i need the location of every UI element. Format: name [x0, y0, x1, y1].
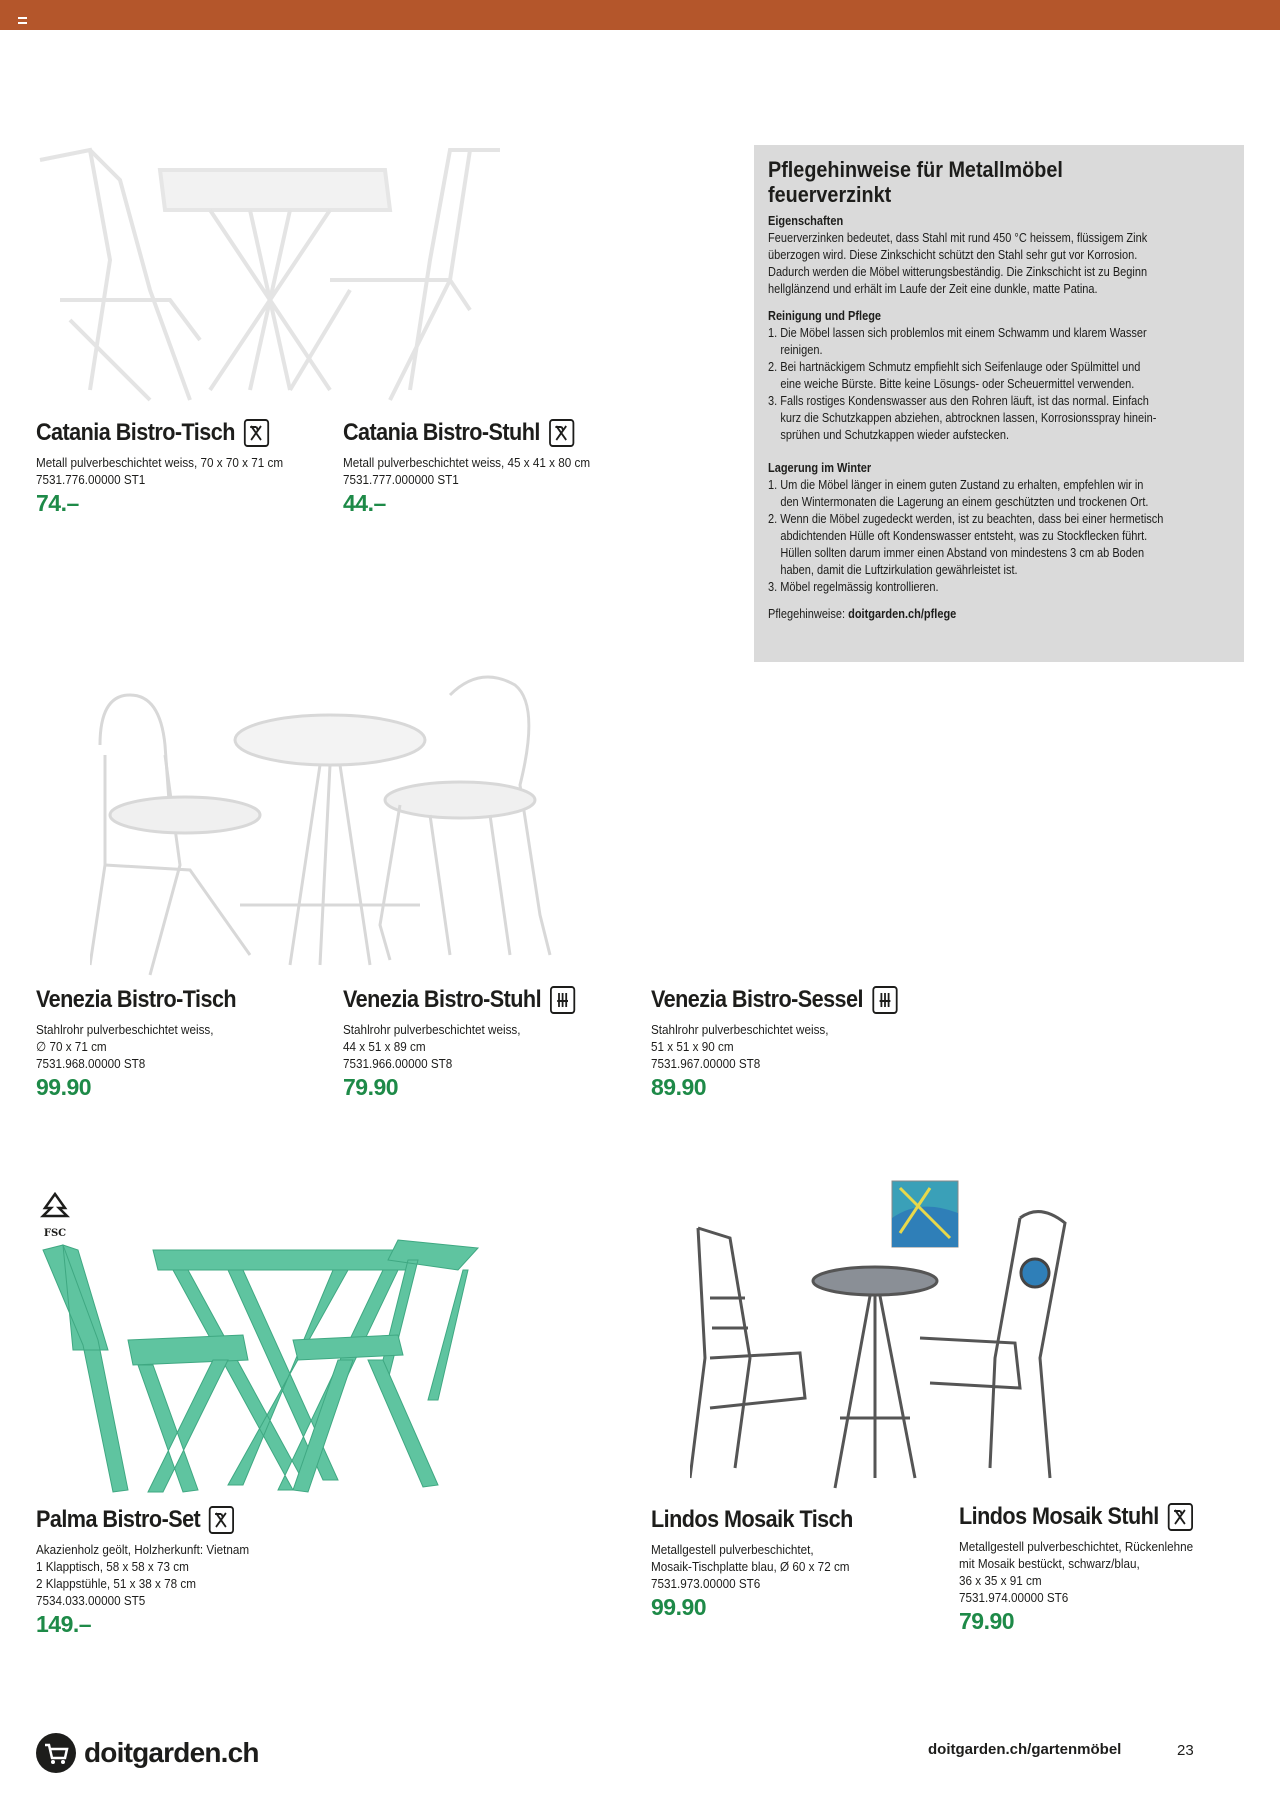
- care-winter: [768, 460, 1175, 596]
- care-title-line: Pflegehinweise für Metallmöbel: [768, 157, 1063, 182]
- product-article-number: 7531.776.00000 ST1: [36, 472, 146, 487]
- product-article-number: 7531.967.00000 ST8: [651, 1056, 761, 1071]
- product-title: Catania Bistro-Tisch: [36, 419, 235, 446]
- care-list-item: 3. Möbel regelmässig kontrollieren.: [768, 580, 939, 594]
- product-lindos-stuhl: [959, 1502, 1249, 1635]
- care-list-item: 1. Um die Möbel länger in einem guten Zustand zu erhalten, empfehlen wir in: [768, 478, 1144, 492]
- care-text-line: Feuerverzinken bedeutet, dass Stahl mit rund 450 °C heissem, flüssigem Zink: [768, 231, 1148, 245]
- page-number: 23: [1177, 1742, 1194, 1759]
- product-desc-line: mit Mosaik bestückt, schwarz/blau,: [959, 1556, 1140, 1571]
- care-link[interactable]: doitgarden.ch/pflege: [848, 607, 957, 621]
- product-price: 74.–: [36, 490, 79, 516]
- foldable-icon: [244, 419, 269, 447]
- product-title: Venezia Bistro-Stuhl: [343, 986, 542, 1013]
- stackable-icon: [872, 986, 897, 1014]
- product-catania-stuhl: [343, 418, 633, 517]
- care-list-item-cont: sprühen und Schutzkappen wieder aufstecken.: [780, 428, 1010, 442]
- care-list-item-cont: eine weiche Bürste. Bitte keine Lösungs- oder Scheuermittel verwenden.: [780, 377, 1135, 391]
- product-desc-line: Akazienholz geölt, Holzherkunft: Vietnam: [36, 1542, 250, 1557]
- palma-photo: [38, 1230, 498, 1500]
- product-desc-line: Stahlrohr pulverbeschichtet weiss,: [343, 1022, 521, 1037]
- care-text-line: hellglänzend und erhält im Laufe der Zeit eine dunkle, matte Patina.: [768, 282, 1098, 296]
- product-price: 44.–: [343, 490, 386, 516]
- product-price: 79.90: [959, 1608, 1015, 1634]
- care-text-line: Dadurch werden die Möbel witterungsbeständig. Die Zinkschicht ist zu Beginn: [768, 265, 1148, 279]
- care-text-line: überzogen wird. Diese Zinkschicht schützt den Stahl sehr gut vor Korrosion.: [768, 248, 1138, 262]
- product-title: Lindos Mosaik Stuhl: [959, 1503, 1159, 1530]
- care-link-line: [768, 606, 1175, 623]
- product-venezia-tisch: [36, 985, 326, 1101]
- care-list-item-cont: Hüllen sollten darum immer einen Abstand von mindestens 3 cm ab Boden: [780, 546, 1145, 560]
- product-desc-line: Metall pulverbeschichtet weiss, 45 x 41 x 80 cm: [343, 455, 591, 470]
- foldable-icon: [549, 419, 574, 447]
- product-desc-line: Stahlrohr pulverbeschichtet weiss,: [651, 1022, 829, 1037]
- product-price: 99.90: [36, 1074, 92, 1100]
- product-desc-line: Stahlrohr pulverbeschichtet weiss,: [36, 1022, 214, 1037]
- care-section-heading: Eigenschaften: [768, 214, 844, 228]
- top-bar: [0, 0, 1280, 30]
- product-catania-tisch: [36, 418, 326, 517]
- product-price: 149.–: [36, 1611, 92, 1637]
- lindos-photo: [690, 1178, 1070, 1498]
- product-article-number: 7531.966.00000 ST8: [343, 1056, 453, 1071]
- product-title: Venezia Bistro-Sessel: [651, 986, 863, 1013]
- product-lindos-tisch: [651, 1505, 941, 1621]
- product-title: Palma Bistro-Set: [36, 1506, 201, 1533]
- product-price: 89.90: [651, 1074, 707, 1100]
- product-desc-line: 36 x 35 x 91 cm: [959, 1573, 1042, 1588]
- cart-icon: [36, 1733, 76, 1773]
- product-venezia-sessel: [651, 985, 941, 1101]
- product-article-number: 7534.033.00000 ST5: [36, 1593, 146, 1608]
- product-article-number: 7531.968.00000 ST8: [36, 1056, 146, 1071]
- care-list-item-cont: reinigen.: [780, 343, 823, 357]
- care-title-line: feuerverzinkt: [768, 182, 892, 207]
- product-title: Lindos Mosaik Tisch: [651, 1506, 853, 1533]
- care-section-heading: Reinigung und Pflege: [768, 309, 882, 323]
- care-link-label: Pflegehinweise:: [768, 607, 846, 621]
- care-title: [768, 157, 1184, 207]
- product-palma-set: [36, 1505, 326, 1638]
- foldable-icon: [209, 1506, 234, 1534]
- product-article-number: 7531.973.00000 ST6: [651, 1576, 761, 1591]
- footer-brand[interactable]: [36, 1733, 259, 1773]
- product-desc-line: Metallgestell pulverbeschichtet, Rückenlehne: [959, 1539, 1194, 1554]
- footer-url[interactable]: doitgarden.ch/gartenmöbel: [928, 1741, 1122, 1758]
- care-list-item: 2. Wenn die Möbel zugedeckt werden, ist zu beachten, dass bei einer hermetisch: [768, 512, 1164, 526]
- brand-name: doitgarden.ch: [84, 1737, 259, 1768]
- product-desc-line: 2 Klappstühle, 51 x 38 x 78 cm: [36, 1576, 197, 1591]
- care-list-item: 1. Die Möbel lassen sich problemlos mit einem Schwamm und klarem Wasser: [768, 326, 1147, 340]
- care-section-heading: Lagerung im Winter: [768, 461, 872, 475]
- catania-photo: [30, 140, 510, 410]
- care-list-item-cont: kurz die Schutzkappen abziehen, abtrocknen lassen, Korrosionsspray hinein-: [780, 411, 1157, 425]
- fsc-label: FSC: [43, 1228, 67, 1239]
- care-list-item-cont: abdichtenden Hülle oft Kondenswasser entsteht, was zu Stockflecken führt.: [780, 529, 1148, 543]
- product-desc-line: 51 x 51 x 90 cm: [651, 1039, 734, 1054]
- product-title: Catania Bistro-Stuhl: [343, 419, 540, 446]
- product-article-number: 7531.974.00000 ST6: [959, 1590, 1069, 1605]
- care-properties: [768, 213, 1175, 298]
- care-cleaning: [768, 308, 1175, 444]
- product-price: 99.90: [651, 1594, 707, 1620]
- care-list-item: 2. Bei hartnäckigem Schmutz empfiehlt sich Seifenlauge oder Spülmittel und: [768, 360, 1141, 374]
- product-venezia-stuhl: [343, 985, 633, 1101]
- venezia-photo: [90, 665, 560, 985]
- care-list-item-cont: den Wintermonaten die Lagerung an einem geschützten und trockenen Ort.: [780, 495, 1149, 509]
- menu-icon[interactable]: [18, 17, 27, 24]
- product-desc-line: 1 Klapptisch, 58 x 58 x 73 cm: [36, 1559, 189, 1574]
- product-desc-line: Metallgestell pulverbeschichtet,: [651, 1542, 814, 1557]
- foldable-icon: [1168, 1503, 1193, 1531]
- stackable-icon: [550, 986, 575, 1014]
- care-instructions-box: [754, 145, 1244, 662]
- product-desc-line: Metall pulverbeschichtet weiss, 70 x 70 x 71 cm: [36, 455, 284, 470]
- product-article-number: 7531.777.000000 ST1: [343, 472, 459, 487]
- product-desc-line: ∅ 70 x 71 cm: [36, 1039, 107, 1054]
- product-price: 79.90: [343, 1074, 399, 1100]
- product-title: Venezia Bistro-Tisch: [36, 986, 237, 1013]
- care-list-item: 3. Falls rostiges Kondenswasser aus den Rohren läuft, ist das normal. Einfach: [768, 394, 1149, 408]
- product-desc-line: 44 x 51 x 89 cm: [343, 1039, 426, 1054]
- tree-icon: [39, 1192, 71, 1218]
- product-desc-line: Mosaik-Tischplatte blau, Ø 60 x 72 cm: [651, 1559, 850, 1574]
- care-list-item-cont: haben, damit die Luftzirkulation gewährleistet ist.: [780, 563, 1018, 577]
